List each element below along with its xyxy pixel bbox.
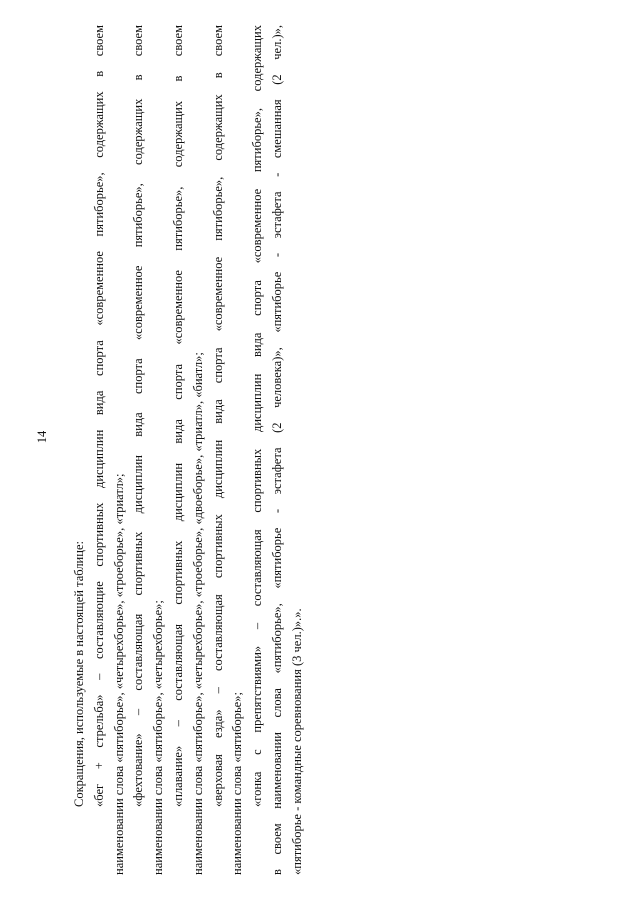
text-line: «верховая езда» – составляющая спортивных дисциплин вида спорта «современное пятиборье», содержащих в своем [210, 25, 225, 807]
text-line: наименовании слова «пятиборье», «четырехборье», «троеборье», «триатл»; [111, 473, 126, 875]
text-line: наименовании слова «пятиборье»; [230, 692, 245, 875]
abbreviations-text [70, 25, 308, 875]
text-line: «пятиборье - командные соревнования (3 чел.)».». [289, 608, 304, 875]
rotated-page-content [70, 25, 310, 875]
heading-line: Сокращения, используемые в настоящей таблице: [72, 541, 86, 807]
text-line: «фехтование» – составляющая спортивных дисциплин вида спорта «современное пятиборье», содержащих в своем [131, 25, 146, 807]
text-line: «бег + стрельба» – составляющие спортивных дисциплин вида спорта «современное пятиборье», содержащих в своем [91, 25, 106, 807]
text-line: «плавание» – составляющая спортивных дисциплин вида спорта «современное пятиборье», содержащих в своем [170, 25, 185, 807]
text-line: наименовании слова «пятиборье», «четырехборье»; [151, 600, 166, 875]
text-line: в своем наименовании слова «пятиборье», «пятиборье - эстафета (2 человека)», «пятиборье - эстафета - смешанная (2 чел.)», [269, 25, 284, 875]
text-line: наименовании слова «пятиборье», «четырехборье», «троеборье», «двоеборье», «триатл», «биатл»; [190, 352, 205, 875]
page-number: 14 [35, 430, 49, 444]
text-line: «гонка с препятствиями» – составляющая спортивных дисциплин вида спорта «современное пятиборье», содержащих [250, 25, 265, 807]
